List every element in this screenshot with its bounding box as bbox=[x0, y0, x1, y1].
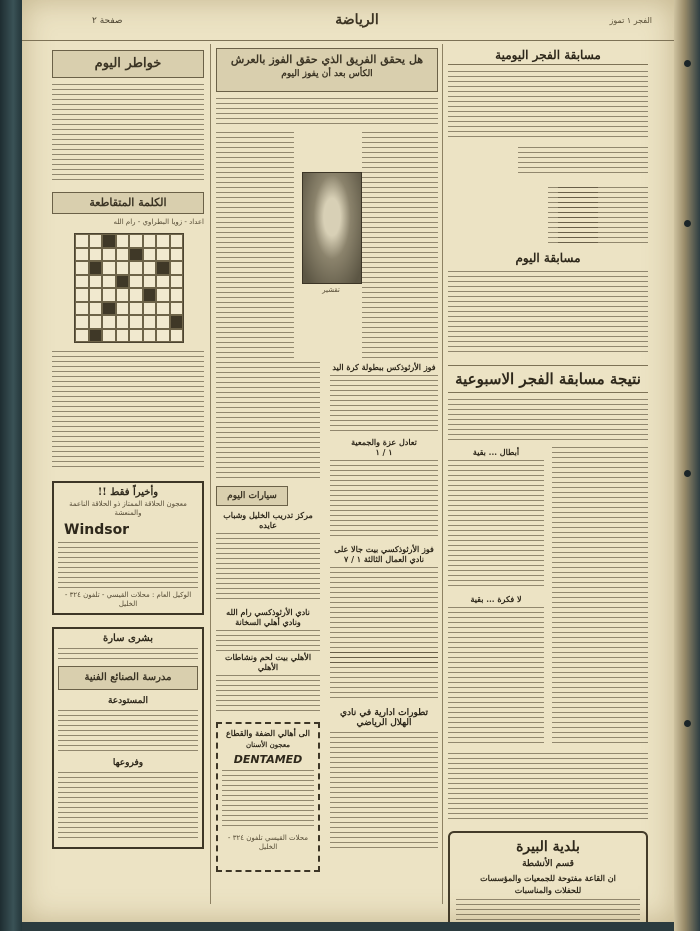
story6-text bbox=[216, 630, 320, 652]
dateline: الفجر ١ تموز bbox=[609, 16, 652, 25]
story5-text bbox=[330, 567, 438, 663]
column-badge: سيارات اليوم bbox=[216, 486, 288, 506]
lead-story-block bbox=[216, 132, 438, 358]
lower-middle-right bbox=[330, 652, 438, 852]
lead-story-text-b bbox=[216, 132, 294, 358]
windsor-brand: Windsor bbox=[64, 522, 130, 538]
contest-text bbox=[448, 71, 648, 141]
story5-headline: فوز الأرثوذكسي بيت جالا على نادي العمال الثالثة ١ / ٧ bbox=[334, 544, 434, 564]
lead-headline-box bbox=[216, 48, 438, 92]
story6-headline: نادي الأرثوذكسي رام الله ونادي أهلي السخانة bbox=[226, 607, 310, 627]
briefs-left bbox=[216, 362, 320, 652]
municipality-ad-line1: بلدية البيرة bbox=[516, 839, 580, 855]
notice-ad-banner: مدرسة الصنائع الفنية bbox=[58, 666, 198, 690]
notice-ad-title: بشرى سارة bbox=[102, 633, 154, 644]
notice-ad-intro bbox=[58, 648, 198, 660]
tidbits-text bbox=[52, 84, 204, 182]
right-column-text-end bbox=[448, 753, 648, 823]
result-headline: نتيجة مسابقة الفجر الاسبوعية bbox=[448, 365, 648, 393]
column-rule-right bbox=[442, 44, 443, 904]
binding-hole bbox=[684, 470, 691, 477]
photo-caption: تقشير bbox=[322, 286, 340, 294]
windsor-ad-agent: الوكيل العام : محلات القيسي - تلفون ٣٢٤ - الخليل bbox=[64, 591, 192, 608]
result-body-right bbox=[552, 447, 648, 743]
result-body-left bbox=[448, 447, 544, 747]
story7-text bbox=[216, 675, 320, 715]
binding-hole bbox=[684, 720, 691, 727]
binding-hole bbox=[684, 220, 691, 227]
result-text-b bbox=[448, 460, 544, 588]
municipality-ad-line2: قسم الأنشطة bbox=[522, 859, 574, 869]
contest-title: مسابقة الفجر اليومية bbox=[448, 48, 648, 65]
lower-middle bbox=[216, 652, 438, 852]
middle-column bbox=[216, 44, 438, 852]
story-continued bbox=[330, 652, 438, 702]
municipality-ad-text bbox=[456, 899, 640, 921]
notice-ad bbox=[52, 627, 204, 849]
windsor-ad bbox=[52, 481, 204, 615]
dentamed-ad bbox=[216, 722, 320, 872]
column-rule-left bbox=[210, 44, 211, 904]
contest-questions-c bbox=[548, 187, 598, 243]
story7-headline: الأهلي بيت لحم ونشاطات الأهلي bbox=[224, 652, 312, 672]
story4-text bbox=[216, 533, 320, 603]
lower-middle-left bbox=[216, 652, 320, 715]
story3-score: ١ / ١ bbox=[375, 447, 393, 457]
player-photo bbox=[302, 172, 362, 284]
briefs-right bbox=[330, 362, 438, 663]
page-number: صفحة ٢ bbox=[92, 16, 123, 26]
section-masthead: الرياضة bbox=[335, 12, 379, 28]
binding-hole bbox=[684, 60, 691, 67]
windsor-ad-text bbox=[58, 542, 198, 588]
binding-edge bbox=[0, 0, 22, 931]
story3-headline: تعادل عزة والجمعية bbox=[351, 437, 417, 447]
contest-questions-a bbox=[518, 147, 648, 177]
crossword-byline: اعداد - زويا البطراوي - رام الله bbox=[113, 218, 204, 226]
story8-text bbox=[330, 732, 438, 852]
story2-text bbox=[330, 375, 438, 433]
contest2-title: مسابقة اليوم bbox=[515, 251, 581, 265]
newspaper-page bbox=[22, 0, 674, 922]
story8-headline: تطورات ادارية في نادي الهلال الرياضي bbox=[339, 708, 429, 728]
windsor-ad-title: وأخيراً فقط !! bbox=[97, 487, 159, 498]
notice-ad-text bbox=[58, 710, 198, 754]
result-sub: أبطال ... بقية bbox=[472, 447, 520, 457]
lead-headline: هل يحقق الفريق الذي حقق الفوز بالعرش bbox=[230, 53, 424, 66]
crossword-title: الكلمة المتقاطعة bbox=[52, 192, 204, 214]
right-column bbox=[448, 44, 648, 922]
result-sub2: لا فكرة ... بقية bbox=[470, 594, 522, 604]
lead-story-text-a bbox=[362, 132, 438, 358]
windsor-ad-subtitle: معجون الحلاقة الممتاز ذو الحلاقة الناعمة والمنعشة bbox=[69, 500, 187, 517]
result-intro bbox=[448, 399, 648, 443]
page-header bbox=[22, 0, 674, 41]
dentamed-ad-footer: محلات القيسي تلفون ٣٢٤ - الخليل bbox=[227, 834, 309, 851]
dentamed-brand: DENTAMED bbox=[233, 753, 303, 766]
page-right-edge bbox=[674, 0, 700, 931]
crossword-grid bbox=[74, 233, 184, 343]
story3-text bbox=[330, 460, 438, 540]
dentamed-ad-subtitle: معجون الأسنان bbox=[245, 740, 291, 749]
lead-subheadline: الكأس بعد أن يفوز اليوم bbox=[281, 69, 373, 79]
result-text-a bbox=[552, 447, 648, 743]
notice-ad-section: المستودعة bbox=[107, 696, 149, 706]
municipality-ad-line3: ان القاعة مفتوحة للجمعيات والمؤسسات bbox=[480, 873, 616, 883]
lead-intro bbox=[216, 98, 438, 126]
contest2-text bbox=[448, 271, 648, 355]
story2-headline: فوز الأرثوذكس ببطولة كرة اليد bbox=[332, 362, 436, 372]
municipality-ad-line4: للحفلات والمناسبات bbox=[514, 885, 582, 895]
contest-questions bbox=[448, 147, 648, 243]
result-body bbox=[448, 447, 648, 747]
result-text-c bbox=[448, 607, 544, 747]
notice-ad-closing: وفروعها bbox=[112, 758, 144, 768]
dentamed-ad-text bbox=[222, 770, 314, 830]
left-column bbox=[52, 44, 204, 849]
sports-briefs bbox=[216, 362, 438, 652]
dentamed-ad-title: الى أهالي الضفة والقطاع bbox=[226, 728, 310, 738]
lead-story-continued bbox=[216, 362, 320, 482]
notice-ad-branches bbox=[58, 772, 198, 842]
tidbits-title: خواطر اليوم bbox=[52, 50, 204, 78]
story4-headline: مركز تدريب الخليل وشباب عايده bbox=[223, 510, 313, 530]
municipality-ad bbox=[448, 831, 648, 922]
crossword-clues bbox=[52, 351, 204, 469]
